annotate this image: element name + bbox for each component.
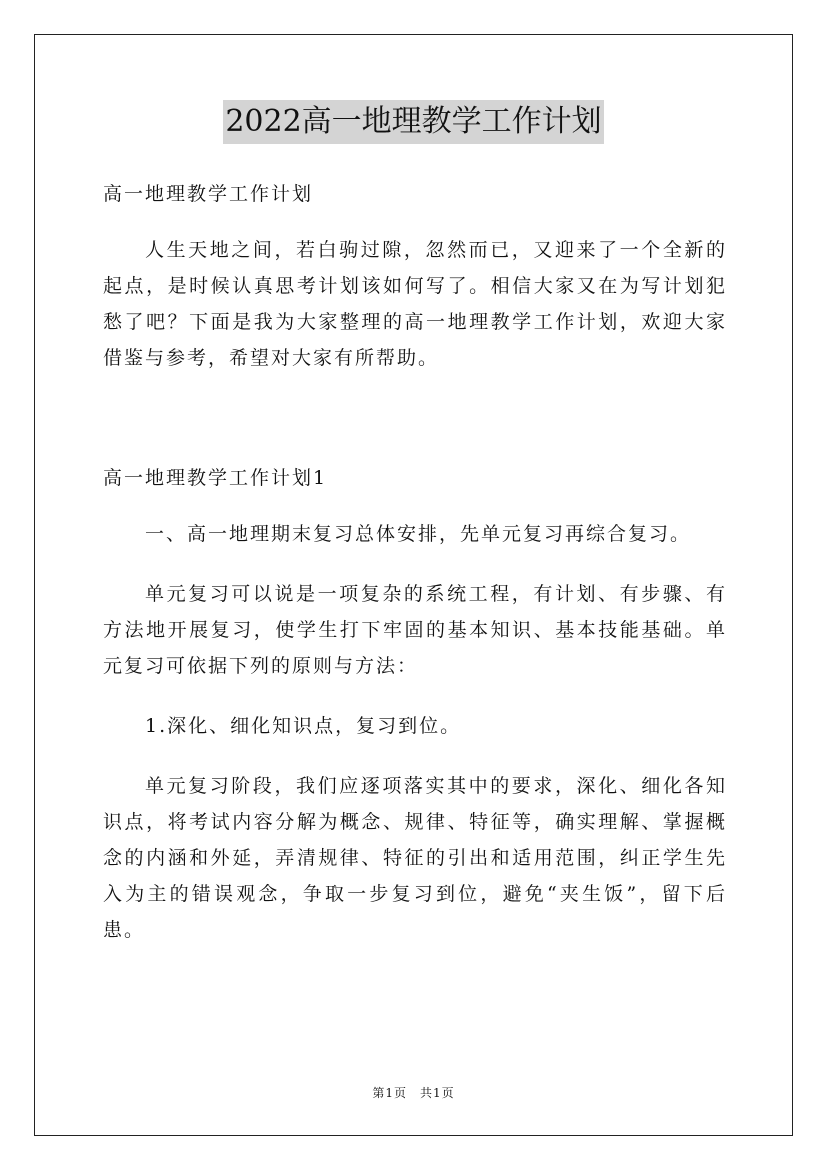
page-number-footer: 第1页 共1页 [372, 1086, 455, 1100]
paragraph-2: 单元复习可以说是一项复杂的系统工程，有计划、有步骤、有方法地开展复习，使学生打下牢固的基本知识、基本技能基础。单元复习可依据下列的原则与方法： [103, 583, 727, 677]
document-title: 2022高一地理教学工作计划 [223, 100, 603, 144]
document-subtitle: 高一地理教学工作计划 [103, 183, 314, 205]
document-body [103, 176, 727, 948]
paragraph-4: 单元复习阶段，我们应逐项落实其中的要求，深化、细化各知识点，将考试内容分解为概念、规律、特征等，确实理解、掌握概念的内涵和外延，弄清规律、特征的引出和适用范围，纠正学生先入为主的错误观念，争取一步复习到位，避免“夹生饭”，留下后患。 [103, 775, 727, 941]
title-container [0, 100, 827, 144]
paragraph-1: 一、高一地理期末复习总体安排，先单元复习再综合复习。 [145, 523, 692, 545]
paragraph-3: 1.深化、细化知识点，复习到位。 [145, 715, 462, 737]
intro-paragraph: 人生天地之间，若白驹过隙，忽然而已，又迎来了一个全新的起点，是时候认真思考计划该如何写了。相信大家又在为写计划犯愁了吧？下面是我为大家整理的高一地理教学工作计划，欢迎大家借鉴与参考，希望对大家有所帮助。 [103, 239, 727, 369]
section-heading: 高一地理教学工作计划1 [103, 467, 328, 489]
